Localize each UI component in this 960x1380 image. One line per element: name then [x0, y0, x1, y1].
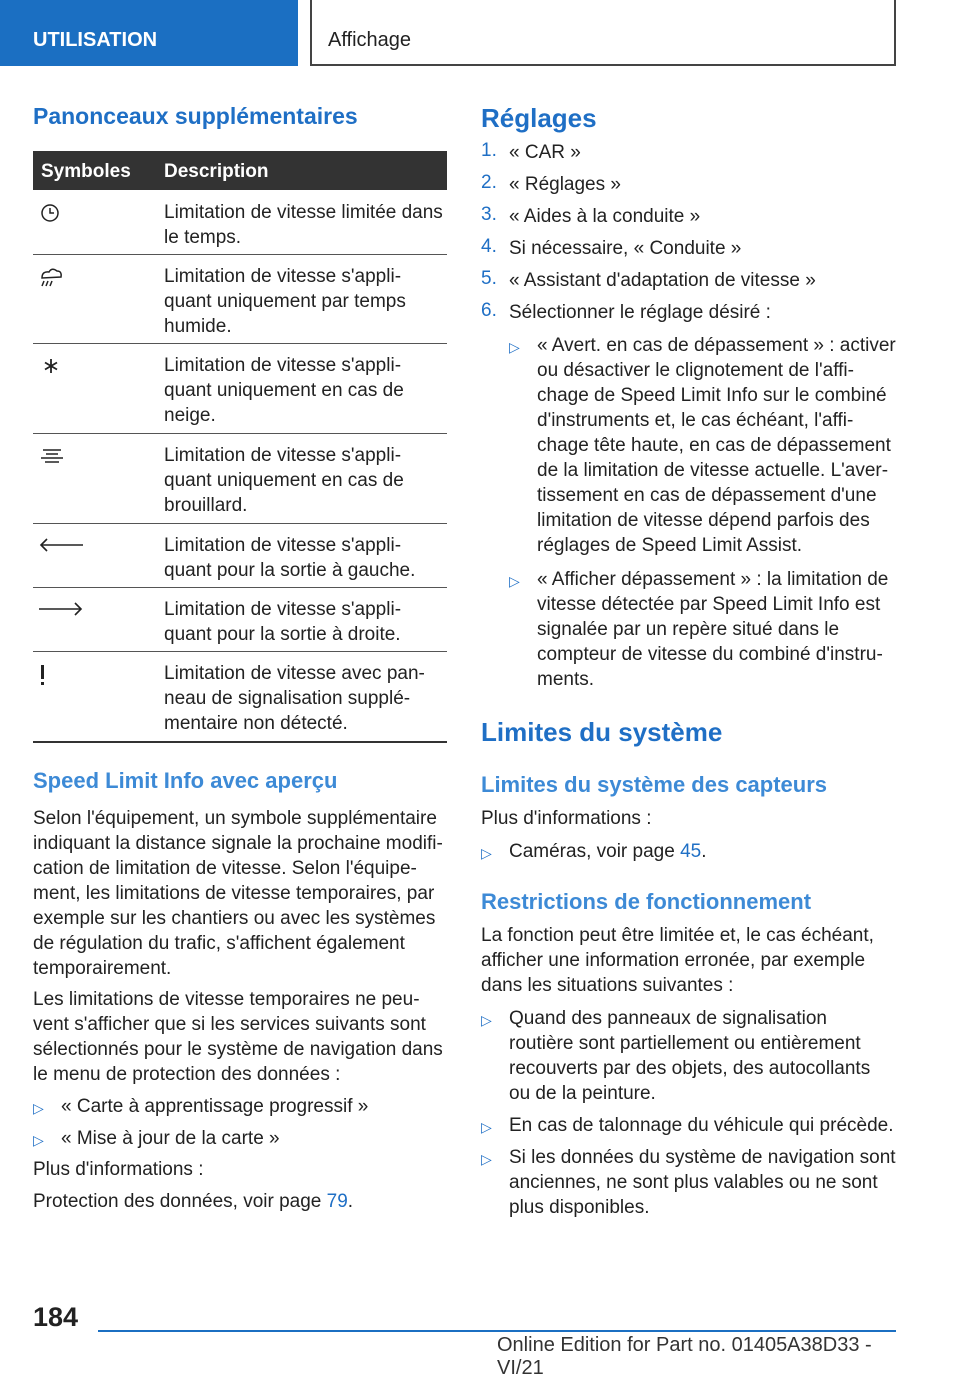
step-text: « Aides à la conduite »	[509, 206, 701, 227]
step-text: « CAR »	[509, 142, 581, 163]
camera-ref	[509, 839, 896, 864]
step-text: Sélectionner le réglage désiré :	[509, 302, 771, 323]
bullet-triangle-icon: ▷	[481, 1012, 492, 1028]
data-protection-ref	[33, 1189, 353, 1214]
row-description: Limitation de vitesse s'appli-quant pour la sortie à droite.	[164, 599, 402, 645]
step-number: 4.	[481, 236, 497, 257]
bullet-triangle-icon: ▷	[481, 845, 492, 861]
section-tab	[0, 0, 298, 66]
list-item: « Mise à jour de la carte »	[61, 1128, 280, 1149]
more-info-label: Plus d'informations :	[481, 808, 652, 829]
reglages-title: Réglages	[481, 103, 597, 133]
list-item: Quand des panneaux de signalisation routière sont partiellement ou entièrement recouverts par des objets, des autocollants ou de la peinture.	[509, 1008, 871, 1104]
speed-paragraph-2: Les limitations de vitesse temporaires ne peu-vent s'afficher que si les services suivants sont sélectionnés pour le système de navigation dans le menu de protection des données :	[33, 989, 443, 1085]
step-number: 6.	[481, 300, 497, 321]
clock-icon	[33, 202, 73, 226]
table-header	[33, 151, 447, 190]
table-row	[33, 587, 447, 652]
restrictions-title: Restrictions de fonctionnement	[481, 889, 812, 914]
table-row	[33, 190, 447, 255]
rain-cloud-icon	[33, 266, 73, 290]
limits-title: Limites du système	[481, 717, 723, 747]
table-row	[33, 254, 447, 344]
table-row	[33, 651, 447, 743]
row-description: Limitation de vitesse avec pan-neau de signalisation supplé-mentaire non détecté.	[164, 663, 425, 734]
ref-end: .	[347, 1191, 354, 1212]
bullet-triangle-icon: ▷	[481, 1151, 492, 1167]
row-description: Limitation de vitesse limitée dans le temps.	[164, 202, 443, 248]
ref-end: .	[701, 841, 707, 862]
arrow-right-icon	[33, 599, 85, 623]
row-description: Limitation de vitesse s'appli-quant pour la sortie à gauche.	[164, 535, 416, 581]
table-row	[33, 433, 447, 524]
edition-text: Online Edition for Part no. 01405A38D33 - VI/21	[497, 1334, 872, 1379]
speed-limit-info-title: Speed Limit Info avec aperçu	[33, 768, 338, 793]
col-symbols: Symboles	[41, 161, 131, 182]
footer-rule	[98, 1330, 896, 1332]
restrictions-paragraph: La fonction peut être limitée et, le cas échéant, afficher une information erronée, par exemple dans les situations suivantes :	[481, 925, 874, 996]
chapter-label: Affichage	[328, 29, 412, 51]
row-description: Limitation de vitesse s'appli-quant uniquement en cas de neige.	[164, 355, 404, 426]
panonceaux-title: Panonceaux supplémentaires	[33, 103, 358, 129]
table-row	[33, 523, 447, 588]
page-number: 184	[33, 1302, 79, 1332]
snowflake-icon	[33, 355, 73, 379]
row-description: Limitation de vitesse s'appli-quant uniquement en cas de brouillard.	[164, 445, 404, 516]
section-label: UTILISATION	[33, 29, 158, 51]
more-info-label: Plus d'informations :	[33, 1159, 204, 1180]
bullet-triangle-icon: ▷	[509, 573, 520, 589]
step-text: Si nécessaire, « Conduite »	[509, 238, 742, 259]
chapter-header	[310, 0, 896, 66]
bullet-triangle-icon: ▷	[33, 1100, 44, 1116]
list-item: En cas de talonnage du véhicule qui précède.	[509, 1115, 894, 1136]
sub-item-avert: « Avert. en cas de dépassement » : activer ou désactiver le clignotement de l'affi-chage de Speed Limit Info sur le combiné d'instruments et, le cas échéant, l'affi-chage tête haute, en cas de dépassement de la limitation de vitesse actuelle. L'aver-tissement en cas de dépassement d'une limitation de vitesse dépend parfois des réglages de Speed Limit Assist.	[537, 335, 896, 556]
bullet-triangle-icon: ▷	[481, 1119, 492, 1135]
step-number: 1.	[481, 140, 497, 161]
speed-paragraph-1: Selon l'équipement, un symbole supplémentaire indiquant la distance signale la prochaine modifi-cation de limitation de vitesse. Selon l'équipe-ment, les limitations de vitesse temporaires, par exemple sur les chantiers ou avec les systèmes de régulation du trafic, s'affichent également temporairement.	[33, 808, 443, 979]
fog-icon	[33, 445, 73, 469]
step-number: 2.	[481, 172, 497, 193]
step-number: 3.	[481, 204, 497, 225]
step-text: « Assistant d'adaptation de vitesse »	[509, 270, 816, 291]
sensors-title: Limites du système des capteurs	[481, 772, 828, 797]
page-link-79[interactable]: 79	[326, 1191, 348, 1212]
table-row	[33, 343, 447, 434]
step-text: « Réglages »	[509, 174, 621, 195]
arrow-left-icon	[33, 535, 85, 559]
bullet-triangle-icon: ▷	[509, 339, 520, 355]
bullet-triangle-icon: ▷	[33, 1132, 44, 1148]
exclamation-icon	[33, 663, 73, 687]
ref-text: Caméras, voir page	[509, 841, 681, 862]
row-description: Limitation de vitesse s'appli-quant uniquement par temps humide.	[164, 266, 406, 337]
sub-item-afficher: « Afficher dépassement » : la limitation de vitesse détectée par Speed Limit Info est signalée par un repère situé dans le compteur de vitesse du combiné d'instru-ments.	[537, 569, 889, 690]
list-item: Si les données du système de navigation sont anciennes, ne sont plus valables ou ne sont plus disponibles.	[509, 1147, 896, 1218]
list-item: « Carte à apprentissage progressif »	[61, 1096, 369, 1117]
step-number: 5.	[481, 268, 497, 289]
col-description: Description	[164, 161, 269, 182]
ref-text: Protection des données, voir page	[33, 1191, 327, 1212]
page-link-45[interactable]: 45	[680, 841, 702, 862]
